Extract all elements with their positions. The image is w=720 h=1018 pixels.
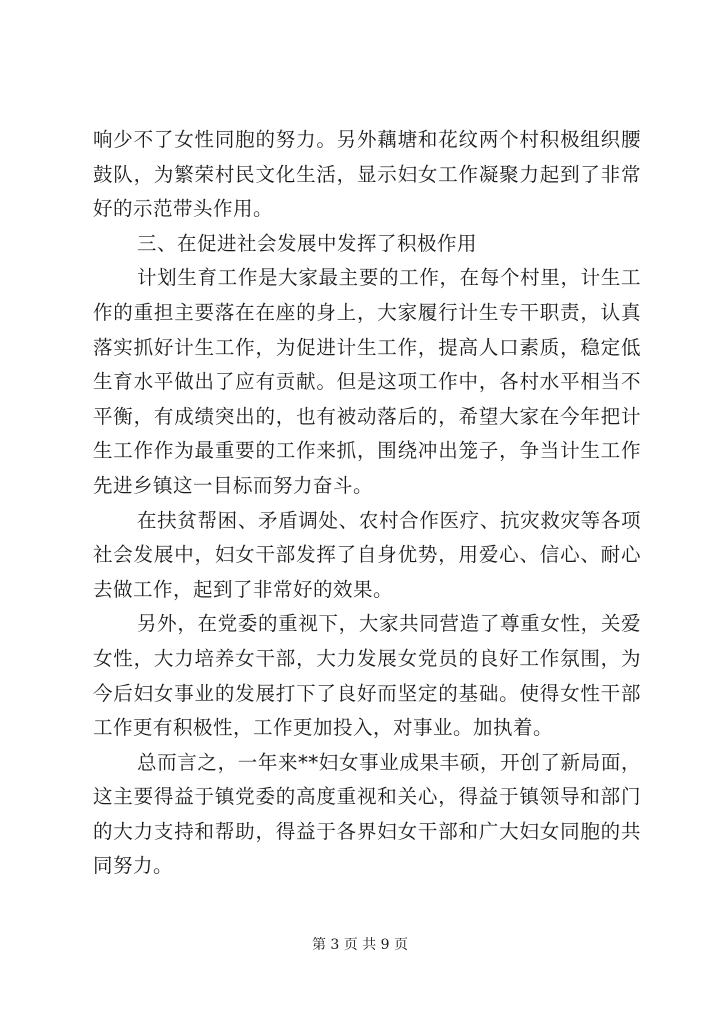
- section-heading: 三、在促进社会发展中发挥了积极作用: [137, 231, 478, 255]
- paragraph-continuation: 响少不了女性同胞的努力。另外藕塘和花纹两个村积极组织腰鼓队，为繁荣村民文化生活，显示妇女工作凝聚力起到了非常好的示范带头作用。: [93, 128, 641, 221]
- paragraph-party-committee: 另外，在党委的重视下，大家共同营造了尊重女性，关爱女性，大力培养女干部，大力发展女党员的良好工作氛围，为今后妇女事业的发展打下了良好而坚定的基础。使得女性干部工作更有积极性，工作更加投入，对事业。加执着。: [93, 612, 641, 740]
- paragraph-social-development: 在扶贫帮困、矛盾调处、农村合作医疗、抗灾救灾等各项社会发展中，妇女干部发挥了自身优势，用爱心、信心、耐心去做工作，起到了非常好的效果。: [93, 508, 641, 601]
- page-footer: 第 3 页 共 9 页: [311, 937, 409, 953]
- document-body: [93, 123, 641, 884]
- paragraph-summary: 总而言之，一年来**妇女事业成果丰硕，开创了新局面，这主要得益于镇党委的高度重视和关心，得益于镇领导和部门的大力支持和帮助，得益于各界妇女干部和广大妇女同胞的共同努力。: [93, 750, 641, 878]
- paragraph-family-planning: 计划生育工作是大家最主要的工作，在每个村里，计生工作的重担主要落在在座的身上，大家履行计生专干职责，认真落实抓好计生工作，为促进计生工作，提高人口素质，稳定低生育水平做出了应有贡献。但是这项工作中，各村水平相当不平衡，有成绩突出的，也有被动落后的，希望大家在今年把计生工作作为最重要的工作来抓，围绕冲出笼子，争当计生工作先进乡镇这一目标而努力奋斗。: [93, 266, 641, 497]
